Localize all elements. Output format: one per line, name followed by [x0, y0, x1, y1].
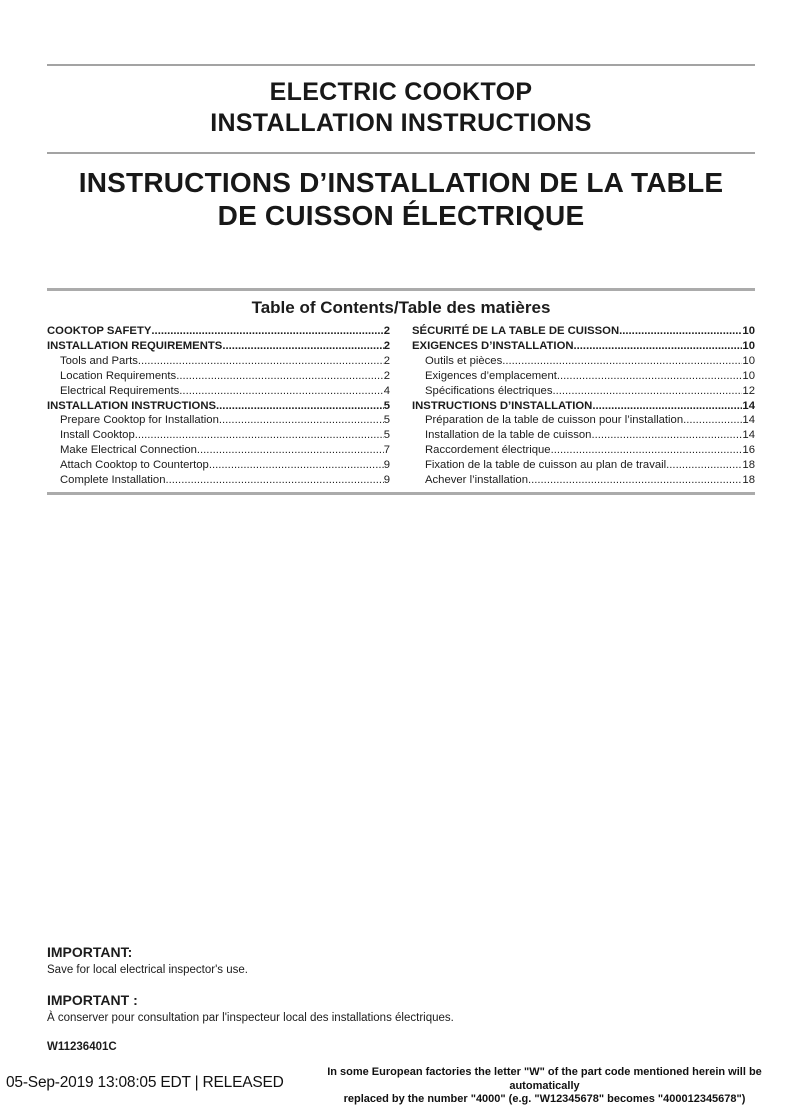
notice-french [47, 992, 454, 1025]
notice-french-heading: IMPORTANT : [47, 992, 138, 1008]
toc-leader-dots [619, 324, 742, 339]
toc-entry-page: 18 [742, 459, 755, 472]
toc-entry-page: 4 [383, 384, 390, 397]
toc-entry-label: Make Electrical Connection [60, 444, 197, 457]
toc-column-french [412, 324, 755, 488]
toc-leader-dots [502, 354, 742, 369]
toc-entry-label: EXIGENCES D’INSTALLATION [412, 339, 574, 352]
toc-entry-page: 10 [742, 339, 755, 352]
toc-entry-page: 9 [383, 459, 390, 472]
title-french-line2: DE CUISSON ÉLECTRIQUE [217, 200, 585, 231]
part-number: W11236401C [47, 1041, 117, 1053]
toc-leader-dots [166, 473, 384, 488]
toc-entry-label: Raccordement électrique [425, 444, 551, 457]
notice-english [47, 944, 248, 977]
toc-leader-dots [591, 428, 742, 443]
toc-entry [412, 428, 755, 443]
toc-entry [47, 339, 390, 354]
toc-entry [47, 443, 390, 458]
toc-entry-label: INSTRUCTIONS D’INSTALLATION [412, 399, 593, 412]
toc-entry [47, 399, 390, 414]
toc-entry-page: 18 [742, 474, 755, 487]
toc-entry-label: Préparation de la table de cuisson pour l’installation [425, 414, 684, 427]
toc-entry-page: 16 [742, 444, 755, 457]
toc-entry-label: Attach Cooktop to Countertop [60, 459, 209, 472]
toc-entry [412, 339, 755, 354]
toc-entry [412, 369, 755, 384]
toc-leader-dots [151, 324, 383, 339]
divider-toc-bottom [47, 492, 755, 495]
toc-entry [412, 324, 755, 339]
title-english-line1: ELECTRIC COOKTOP [269, 78, 533, 106]
toc-entry [47, 354, 390, 369]
toc-entry-page: 12 [742, 384, 755, 397]
notice-french-body: À conserver pour consultation par l'inspecteur local des installations électriques. [47, 1012, 454, 1024]
toc-entry-page: 9 [383, 474, 390, 487]
toc-leader-dots [552, 384, 742, 399]
notice-english-body: Save for local electrical inspector's use. [47, 964, 248, 976]
toc-entry-page: 5 [383, 414, 390, 427]
toc-leader-dots [219, 413, 384, 428]
toc-entry [47, 369, 390, 384]
toc-entry-page: 14 [742, 399, 755, 412]
toc-entry [47, 413, 390, 428]
title-french [47, 166, 755, 232]
toc-entry-label: Exigences d’emplacement [425, 369, 557, 382]
toc-entry-page: 14 [742, 429, 755, 442]
toc-leader-dots [135, 428, 384, 443]
table-of-contents [47, 324, 755, 488]
document-page [0, 64, 802, 1105]
toc-entry-page: 10 [742, 354, 755, 367]
european-factory-note [292, 1066, 797, 1107]
toc-entry-page: 5 [383, 399, 390, 412]
toc-entry-label: Install Cooktop [60, 429, 135, 442]
toc-entry-page: 2 [383, 339, 390, 352]
toc-leader-dots [551, 443, 743, 458]
toc-entry-label: SÉCURITÉ DE LA TABLE DE CUISSON [412, 325, 620, 337]
toc-leader-dots [138, 354, 384, 369]
toc-leader-dots [209, 458, 384, 473]
european-factory-note-line1: In some European factories the letter "W" of the part code mentioned herein will be automatically [327, 1066, 762, 1092]
toc-leader-dots [683, 413, 742, 428]
toc-leader-dots [222, 339, 383, 354]
toc-entry-page: 5 [383, 429, 390, 442]
toc-entry-label: Installation de la table de cuisson [425, 429, 592, 442]
toc-leader-dots [557, 369, 743, 384]
toc-entry-page: 2 [383, 325, 390, 337]
toc-entry-page: 7 [383, 444, 390, 457]
toc-entry-label: Electrical Requirements [60, 384, 180, 397]
toc-entry [47, 324, 390, 339]
toc-entry-page: 2 [383, 369, 390, 382]
toc-leader-dots [528, 473, 742, 488]
title-english-line2: INSTALLATION INSTRUCTIONS [210, 109, 592, 137]
toc-entry [412, 473, 755, 488]
toc-entry [412, 458, 755, 473]
divider-toc-top [47, 288, 755, 291]
toc-entry-page: 10 [742, 325, 755, 337]
toc-entry-page: 10 [742, 369, 755, 382]
toc-heading: Table of Contents/Table des matières [251, 298, 551, 317]
toc-entry-label: Spécifications électriques [425, 384, 553, 397]
toc-leader-dots [179, 384, 383, 399]
divider-top [47, 64, 755, 66]
toc-leader-dots [574, 339, 743, 354]
title-english [47, 77, 755, 139]
release-timestamp: 05-Sep-2019 13:08:05 EDT | RELEASED [6, 1074, 284, 1091]
toc-entry-label: Achever l’installation [425, 474, 528, 487]
european-factory-note-line2: replaced by the number "4000" (e.g. "W12345678" becomes "400012345678") [343, 1093, 746, 1105]
toc-entry [412, 413, 755, 428]
divider-middle [47, 152, 755, 154]
toc-entry-label: Tools and Parts [60, 354, 138, 367]
notice-english-heading: IMPORTANT: [47, 944, 133, 960]
title-french-line1: INSTRUCTIONS D’INSTALLATION DE LA TABLE [78, 167, 724, 198]
toc-entry-label: INSTALLATION REQUIREMENTS [47, 339, 223, 352]
toc-entry-label: Outils et pièces [425, 354, 503, 367]
toc-entry-label: Fixation de la table de cuisson au plan de travail [425, 459, 667, 472]
toc-entry [412, 354, 755, 369]
toc-entry [47, 428, 390, 443]
toc-entry [412, 384, 755, 399]
toc-entry-label: Location Requirements [60, 369, 177, 382]
toc-entry-label: Complete Installation [60, 474, 166, 487]
toc-entry [47, 384, 390, 399]
toc-entry-label: COOKTOP SAFETY [47, 325, 152, 337]
toc-entry-page: 14 [742, 414, 755, 427]
toc-entry [412, 399, 755, 414]
toc-leader-dots [592, 399, 742, 414]
toc-entry-label: Prepare Cooktop for Installation [60, 414, 219, 427]
toc-leader-dots [176, 369, 384, 384]
toc-leader-dots [666, 458, 742, 473]
toc-entry [47, 458, 390, 473]
toc-entry-label: INSTALLATION INSTRUCTIONS [47, 399, 217, 412]
toc-entry [412, 443, 755, 458]
toc-entry [47, 473, 390, 488]
toc-column-english [47, 324, 390, 488]
toc-leader-dots [216, 399, 384, 414]
toc-entry-page: 2 [383, 354, 390, 367]
toc-leader-dots [197, 443, 384, 458]
